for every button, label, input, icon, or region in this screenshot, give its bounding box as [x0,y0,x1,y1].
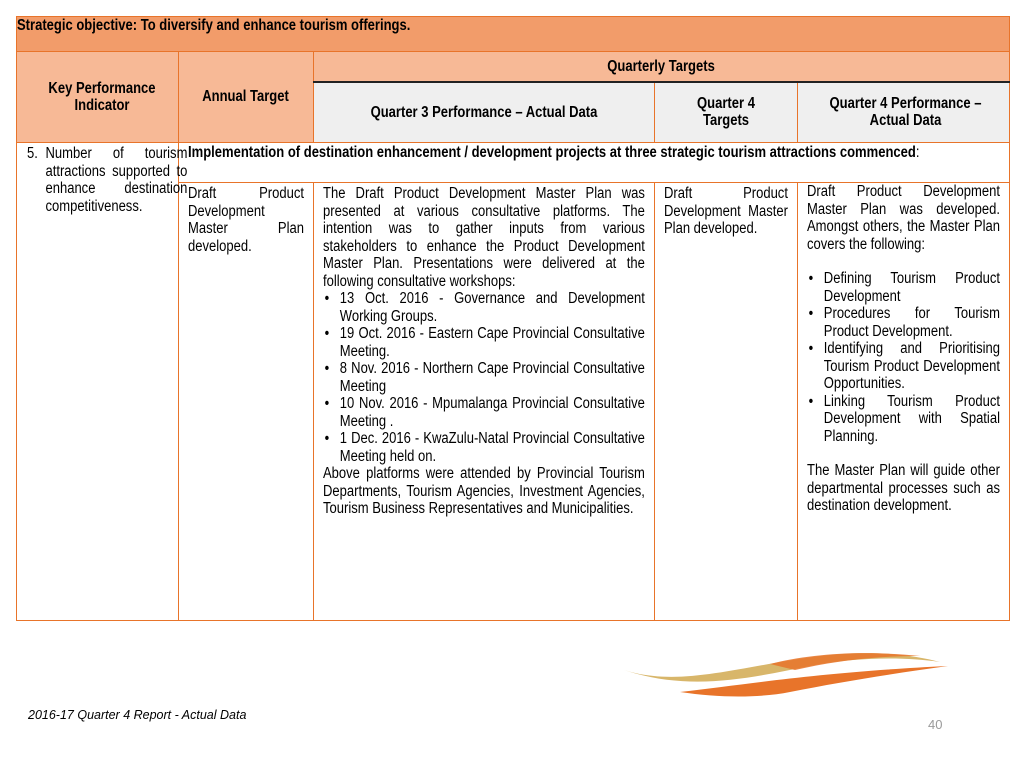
quarterly-targets-header [314,52,1010,82]
q3-bullet: • 13 Oct. 2016 - Governance and Development Working Groups. [340,290,645,325]
quarterly-targets-header-text: Quarterly Targets [607,57,716,75]
q4-targets-header-text: Quarter 4 Targets [697,94,755,130]
logo-orange-swoosh-upper [770,653,920,670]
q4-actual-header [798,82,1010,143]
logo-orange-swoosh [680,666,948,697]
kpi-text: Number of tourism attractions supported to enhance destination competitiveness. [45,145,188,215]
q4-bullet: • Identifying and Prioritising Tourism Product Development Opportunities. [824,340,1000,393]
merged-target-cell [179,143,1010,183]
q3-bullet: • 19 Oct. 2016 - Eastern Cape Provincial Consultative Meeting. [340,325,645,360]
q3-actual-header [314,82,655,143]
q3-bullet: • 1 Dec. 2016 - KwaZulu-Natal Provincial Consultative Meeting held on. [340,430,645,465]
page-number: 40 [928,717,943,732]
kpi-number: 5. [27,145,38,162]
merged-target-bold: Implementation of destination enhancement / development projects at three strategic tourism attractions commenced [188,144,916,161]
annual-target-cell [179,183,314,621]
annual-target-text: Draft Product Development Master Plan developed. [188,185,304,255]
merged-target-colon: : [915,144,920,161]
q3-workshop-list [323,290,645,465]
strategic-objective [17,17,1010,52]
logo-gold-swoosh [624,653,940,681]
q4-target-text: Draft Product Development Master Plan developed. [664,185,788,237]
annual-target-header-text: Annual Target [202,88,290,106]
objective-text: Strategic objective: To diversify and enhance tourism offerings. [17,17,411,34]
q4-actual-header-text: Quarter 4 Performance – Actual Data [829,94,982,130]
q3-actual-header-text: Quarter 3 Performance – Actual Data [370,103,598,121]
q3-bullet: • 8 Nov. 2016 - Northern Cape Provincial Consultative Meeting [340,360,645,395]
q4-intro: Draft Product Development Master Plan was developed. Amongst others, the Master Plan covers the following: [807,183,1000,253]
q3-actual-cell [314,183,655,621]
q3-bullet: • 10 Nov. 2016 - Mpumalanga Provincial Consultative Meeting . [340,395,645,430]
q3-outro: Above platforms were attended by Provincial Tourism Departments, Tourism Agencies, Investment Agencies, Tourism Business Representatives and Municipalities. [323,465,645,517]
q4-outro: The Master Plan will guide other departmental processes such as destination development. [807,462,1000,514]
tourism-swoosh-logo [620,648,950,698]
q4-targets-header [655,82,798,143]
annual-target-header [179,52,314,143]
q4-bullet: • Procedures for Tourism Product Development. [824,305,1000,340]
kpi-header [17,52,179,143]
q4-bullet: • Defining Tourism Product Development [824,270,1000,305]
kpi-cell [17,143,188,621]
q4-actual-cell [798,183,1010,621]
q3-intro: The Draft Product Development Master Plan was presented at various consultative platforms. The intention was to gather inputs from various stakeholders to enhance the Product Development Master Plan. Presentations were delivered at the following consultative workshops: [323,185,645,290]
q4-bullet: • Linking Tourism Product Development with Spatial Planning. [824,393,1000,446]
kpi-header-text: Key Performance Indicator [48,79,156,114]
report-footer-note: 2016-17 Quarter 4 Report - Actual Data [28,708,247,722]
q4-coverage-list [807,270,1000,445]
performance-table [16,16,1010,621]
objective-row [17,17,1010,52]
q4-target-cell [655,183,798,621]
